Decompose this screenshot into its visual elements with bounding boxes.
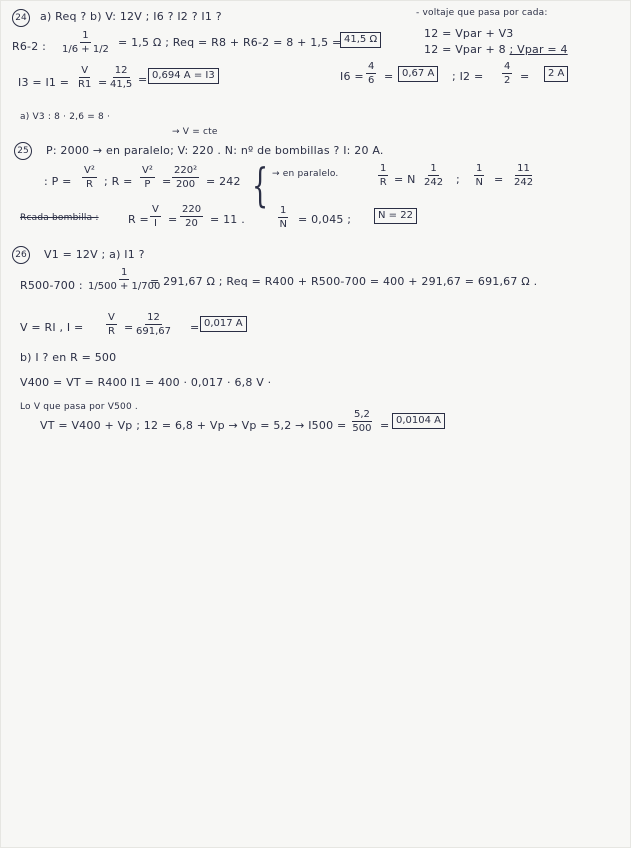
part-b-line: b) I ? en R = 500 bbox=[20, 351, 117, 364]
r500-num: 1 bbox=[121, 267, 128, 278]
n1-den: R bbox=[379, 177, 387, 188]
rb-label: R = bbox=[128, 213, 149, 226]
i6-num: 4 bbox=[368, 61, 375, 72]
p-fraction bbox=[82, 166, 97, 190]
equals-sign: = bbox=[138, 73, 148, 86]
i2-fraction bbox=[502, 62, 512, 86]
equals-sign: = bbox=[190, 321, 200, 334]
ohm-law-line: V = RI , I = bbox=[20, 321, 84, 334]
eq-vpar-2-left: 12 = Vpar + 8 bbox=[424, 43, 506, 56]
n-answer-box: N = 22 bbox=[374, 208, 417, 224]
i-answer-box: 0,017 A bbox=[200, 316, 247, 332]
vi-num: V bbox=[108, 312, 115, 323]
r-f2-num: 220² bbox=[174, 165, 198, 176]
i3-f1-den: R1 bbox=[78, 79, 92, 90]
equals-sign: = bbox=[384, 70, 394, 83]
i6-label: I6 = bbox=[340, 70, 364, 83]
n2-den: 242 bbox=[424, 177, 444, 188]
n-fraction-4 bbox=[514, 164, 533, 188]
i500-den: 500 bbox=[352, 423, 372, 434]
vi2-num: 12 bbox=[147, 312, 160, 323]
separator: ; bbox=[456, 173, 460, 186]
i500-fraction bbox=[352, 410, 372, 434]
n4-den: 242 bbox=[514, 177, 534, 188]
equals-sign: = bbox=[520, 70, 530, 83]
req-equation: = 1,5 Ω ; Req = R8 + R6-2 = 8 + 1,5 = bbox=[118, 36, 342, 49]
n-line-result: = 0,045 ; bbox=[298, 213, 352, 226]
r-f2-den: 200 bbox=[176, 179, 196, 190]
r62-numerator: 1 bbox=[82, 30, 89, 41]
rb-fraction-2 bbox=[180, 205, 203, 229]
equals-sign: = bbox=[98, 76, 108, 89]
n-fraction-2 bbox=[424, 164, 443, 188]
r500-den: 1/500 + 1/700 bbox=[88, 281, 161, 292]
v400-line: V400 = VT = R400 I1 = 400 · 0,017 · 6,8 V · bbox=[20, 376, 272, 389]
eq-vpar-2 bbox=[424, 44, 568, 55]
equals-sign: = bbox=[124, 321, 134, 334]
eq-vpar-1: 12 = Vpar + V3 bbox=[424, 27, 514, 40]
vi2-den: 691,67 bbox=[136, 326, 171, 337]
r62-fraction bbox=[62, 31, 109, 55]
p-den: R bbox=[85, 179, 93, 190]
v-constant-note: → V = cte bbox=[172, 127, 218, 137]
i2-num: 4 bbox=[504, 61, 511, 72]
r-formula-label: ; R = bbox=[104, 175, 133, 188]
req-answer-box: 41,5 Ω bbox=[340, 32, 381, 48]
vi-fraction-2 bbox=[136, 313, 171, 337]
i3-f2-num: 12 bbox=[114, 65, 128, 76]
problem-number-24: 24 bbox=[12, 9, 30, 27]
problem-25-header: P: 2000 → en paralelo; V: 220 . N: nº de bombillas ? I: 20 A. bbox=[46, 144, 384, 157]
left-brace: { bbox=[252, 158, 269, 212]
nline-num: 1 bbox=[280, 205, 287, 216]
i3-f1-num: V bbox=[81, 65, 89, 76]
rb-f2-den: 20 bbox=[185, 218, 198, 229]
rb-den: I bbox=[153, 218, 157, 229]
problem-26-header: V1 = 12V ; a) I1 ? bbox=[44, 248, 145, 261]
n-line-fraction bbox=[278, 206, 288, 230]
i3-f2-den: 41,5 bbox=[110, 79, 133, 90]
equals-sign: = bbox=[162, 175, 172, 188]
r-fraction-1 bbox=[140, 166, 155, 190]
vt-line: VT = V400 + Vp ; 12 = 6,8 + Vp → Vp = 5,2 → I500 = bbox=[40, 419, 347, 432]
r62-denominator: 1/6 + 1/2 bbox=[62, 44, 109, 55]
p-formula-label: : P = bbox=[44, 175, 72, 188]
v3-line: a) V3 : 8 · 2,6 = 8 · bbox=[20, 112, 111, 122]
parallel-note: → en paralelo. bbox=[272, 169, 339, 179]
n2-num: 1 bbox=[430, 163, 437, 174]
v500-note: Lo V que pasa por V500 . bbox=[20, 402, 138, 412]
nline-den: N bbox=[279, 219, 287, 230]
problem-24-header: a) Req ? b) V: 12V ; I6 ? I2 ? I1 ? bbox=[40, 10, 222, 23]
p-num: V² bbox=[84, 165, 95, 176]
n3-den: N bbox=[475, 177, 483, 188]
equals-sign: = bbox=[168, 213, 178, 226]
i3-fraction-1 bbox=[78, 66, 91, 90]
r500-result: = 291,67 Ω ; Req = R400 + R500-700 = 400 + 291,67 = 691,67 Ω . bbox=[150, 275, 538, 288]
rb-result: = 11 . bbox=[210, 213, 245, 226]
i500-num: 5,2 bbox=[354, 409, 370, 420]
rb-fraction-1 bbox=[150, 205, 161, 229]
voltage-note: - voltaje que pasa por cada: bbox=[416, 8, 548, 18]
rb-f2-num: 220 bbox=[182, 204, 202, 215]
i2-label: ; I2 = bbox=[452, 70, 484, 83]
r-fraction-2 bbox=[172, 166, 199, 190]
i6-den: 6 bbox=[368, 75, 375, 86]
r-den: P bbox=[144, 179, 151, 190]
i500-answer-box: 0,0104 A bbox=[392, 413, 445, 429]
problem-number-26: 26 bbox=[12, 246, 30, 264]
equals-sign: = bbox=[494, 173, 504, 186]
i3-fraction-2 bbox=[110, 66, 132, 90]
i3-label: I3 = I1 = bbox=[18, 76, 70, 89]
i6-answer-box: 0,67 A bbox=[398, 66, 438, 82]
r500-label: R500-700 : bbox=[20, 279, 83, 292]
rcada-label: Rcada bombilla : bbox=[20, 213, 99, 223]
r-result: = 242 bbox=[206, 175, 241, 188]
vpar-result: ; Vpar = 4 bbox=[509, 43, 568, 56]
r-num: V² bbox=[142, 165, 153, 176]
r62-label: R6-2 : bbox=[12, 40, 47, 53]
vi-fraction-1 bbox=[106, 313, 117, 337]
n4-num: 11 bbox=[517, 163, 530, 174]
n1-num: 1 bbox=[380, 163, 387, 174]
vi-den: R bbox=[107, 326, 115, 337]
i2-den: 2 bbox=[504, 75, 511, 86]
equals-sign: = bbox=[380, 419, 390, 432]
n3-num: 1 bbox=[476, 163, 483, 174]
n-fraction-1 bbox=[378, 164, 388, 188]
i3-answer-box: 0,694 A = I3 bbox=[148, 68, 219, 84]
n-fraction-3 bbox=[474, 164, 484, 188]
n-mid: = N bbox=[394, 173, 416, 186]
i6-fraction bbox=[366, 62, 376, 86]
i2-answer-box: 2 A bbox=[544, 66, 568, 82]
problem-number-25: 25 bbox=[14, 142, 32, 160]
rb-num: V bbox=[152, 204, 159, 215]
